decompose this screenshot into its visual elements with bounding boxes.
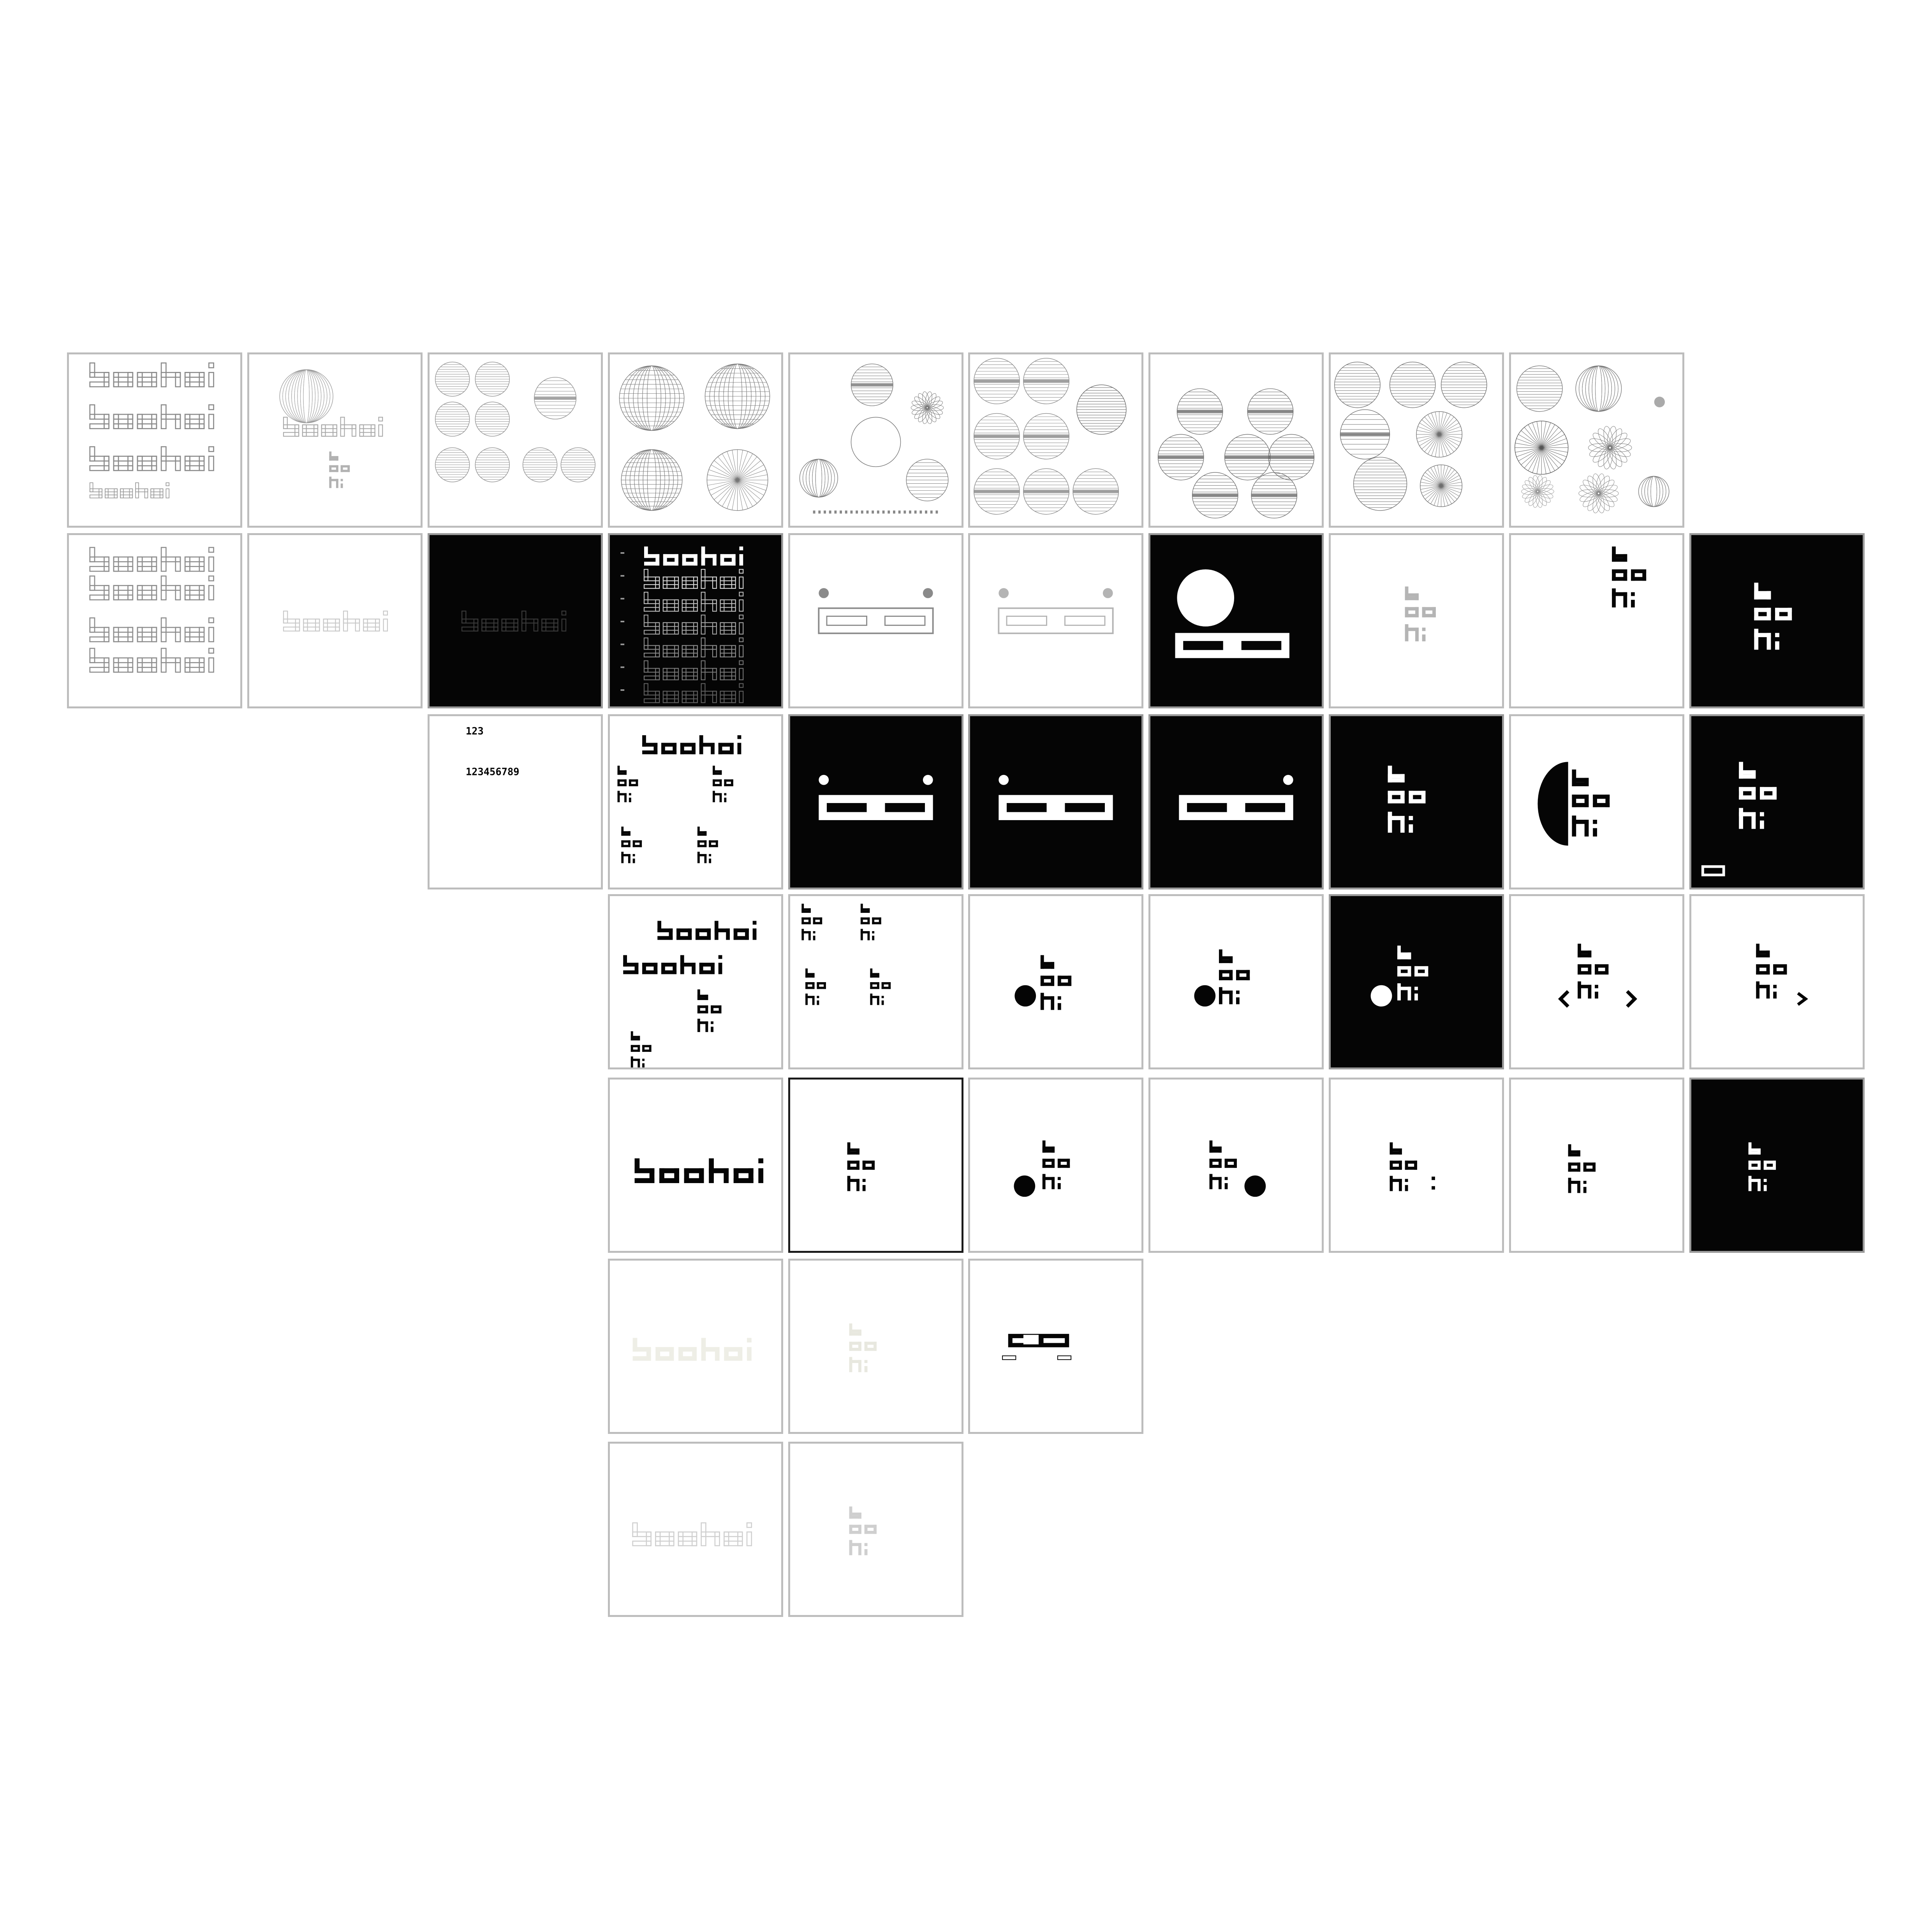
artboard-graphic [790, 535, 962, 706]
stacked-lockup [1043, 1140, 1070, 1189]
artboard-graphic [1331, 354, 1502, 526]
stacked-lockup [847, 1142, 875, 1191]
line-sphere [1420, 465, 1462, 507]
artboard-graphic [1691, 896, 1863, 1067]
line-sphere [1251, 472, 1297, 518]
stacked-lockup [1390, 1142, 1417, 1191]
artboard-r1c4[interactable] [608, 352, 783, 528]
wordmark [642, 735, 741, 754]
line-sphere [1441, 362, 1487, 408]
stacked-lockup [1756, 944, 1787, 999]
artboard-graphic [1150, 535, 1322, 706]
stacked-lockup [1041, 955, 1071, 1010]
artboard-graphic [610, 1261, 781, 1432]
line-sphere [561, 448, 595, 482]
wordmark [462, 611, 566, 631]
artboard-r4c8[interactable] [1329, 894, 1504, 1069]
artboard-r2c6[interactable] [968, 533, 1143, 708]
wordmark [90, 363, 214, 387]
artboard-r6c4[interactable] [608, 1259, 783, 1434]
artboard-r4c10[interactable] [1689, 894, 1865, 1069]
linked-rects-mark [1175, 633, 1289, 658]
stacked-lockup [801, 904, 822, 940]
artboard-graphic [1511, 716, 1682, 888]
stacked-lockup [861, 904, 881, 940]
line-sphere [1023, 414, 1069, 459]
rosette [1579, 473, 1619, 514]
wordmark [90, 447, 214, 470]
stacked-lockup [1397, 946, 1428, 1000]
artboard-graphic [430, 535, 601, 706]
line-sphere [1247, 389, 1293, 434]
artboard-r3c6[interactable] [968, 714, 1143, 889]
artboard-graphic [1511, 354, 1682, 526]
artboard-graphic [970, 1080, 1141, 1251]
line-sphere [1340, 410, 1390, 459]
stacked-lockup [1739, 762, 1777, 829]
artboard-r3c10[interactable] [1689, 714, 1865, 889]
wordmark [644, 661, 743, 680]
wordmark [657, 921, 756, 940]
artboard-r2c3[interactable] [428, 533, 603, 708]
line-sphere [619, 366, 684, 430]
stacked-lockup [1749, 1142, 1776, 1191]
artboard-graphic [430, 354, 601, 526]
line-sphere [974, 414, 1020, 459]
line-sphere [1390, 362, 1435, 408]
stacked-lockup [1388, 766, 1426, 833]
line-sphere [707, 449, 768, 510]
line-sphere [1073, 468, 1118, 514]
artboard-r6c6[interactable] [968, 1259, 1143, 1434]
artboard-graphic [610, 535, 781, 706]
line-sphere [1335, 362, 1380, 408]
artboard-r1c3[interactable] [428, 352, 603, 528]
artboard-graphic [69, 535, 240, 706]
line-sphere [1158, 434, 1204, 480]
artboard-r4c4[interactable] [608, 894, 783, 1069]
artboard-r5c6[interactable] [968, 1078, 1143, 1253]
stacked-lockup [1578, 944, 1608, 999]
line-sphere [1517, 366, 1562, 411]
artboard-r7c5[interactable] [788, 1442, 963, 1617]
numeral-line-1: 123 [465, 725, 484, 737]
wordmark [633, 1338, 752, 1361]
artboard-graphic [1331, 716, 1502, 888]
artboard-r2c8[interactable] [1329, 533, 1504, 708]
wordmark [90, 618, 214, 642]
artboard-graphic [610, 896, 781, 1067]
line-sphere [435, 402, 470, 436]
artboard-graphic [1691, 1080, 1863, 1251]
stacked-lockup [697, 990, 722, 1032]
artboard-r7c4[interactable] [608, 1442, 783, 1617]
numeral-line-2: 123456789 [465, 766, 520, 778]
artboard-graphic [249, 354, 421, 526]
artboard-graphic [790, 1444, 962, 1615]
line-sphere [906, 459, 948, 501]
artboard-r2c2[interactable] [247, 533, 423, 708]
artboard-r1c1[interactable] [67, 352, 242, 528]
line-sphere [475, 362, 509, 396]
artboard-r3c5[interactable] [788, 714, 963, 889]
stacked-lockup [849, 1506, 877, 1555]
stacked-lockup [1754, 583, 1792, 650]
stacked-lockup [870, 969, 891, 1005]
artboard-r5c8[interactable] [1329, 1078, 1504, 1253]
wordmark [635, 1158, 763, 1183]
line-sphere [1639, 476, 1669, 507]
line-sphere [1576, 366, 1621, 411]
linked-rects-mark [819, 775, 933, 820]
stacked-lockup [1568, 1144, 1596, 1193]
wordmark [644, 569, 743, 588]
artboard-r3c4[interactable] [608, 714, 783, 889]
stacked-lockup [621, 827, 642, 863]
stacked-lockup [805, 969, 826, 1005]
line-sphere [1354, 457, 1407, 511]
artboard-r5c7[interactable] [1148, 1078, 1324, 1253]
artboard-graphic [430, 716, 601, 888]
linked-rects-mark [1179, 775, 1293, 820]
artboard-graphic [790, 716, 962, 888]
wordmark [284, 611, 387, 631]
line-sphere [974, 358, 1020, 404]
line-sphere [1077, 385, 1126, 434]
wordmark [90, 405, 214, 429]
stacked-lockup [1572, 770, 1610, 837]
artboard-r1c8[interactable] [1329, 352, 1504, 528]
artboard-graphic [1511, 1080, 1682, 1251]
artboard-graphic [249, 535, 421, 706]
wordmark [644, 638, 743, 657]
artboard-graphic [790, 1261, 962, 1432]
artboard-r2c10[interactable] [1689, 533, 1865, 708]
wordmark [90, 483, 169, 498]
artboard-r3c8[interactable] [1329, 714, 1504, 889]
artboard-graphic [970, 354, 1141, 526]
artboard-r5c5[interactable] [788, 1078, 963, 1253]
artboard-r5c9[interactable] [1509, 1078, 1684, 1253]
artboard-r2c1[interactable] [67, 533, 242, 708]
artboard-graphic [1150, 716, 1322, 888]
artboard-r6c5[interactable] [788, 1259, 963, 1434]
artboard-r4c6[interactable] [968, 894, 1143, 1069]
line-sphere [1225, 434, 1270, 480]
stacked-lockup [713, 766, 733, 802]
line-sphere [800, 459, 838, 497]
stacked-lockup [618, 766, 638, 802]
artboard-graphic [1511, 896, 1682, 1067]
artboard-graphic [790, 354, 962, 526]
wordmark [633, 1523, 752, 1546]
artboard-r1c5[interactable] [788, 352, 963, 528]
artboard-r2c4[interactable] [608, 533, 783, 708]
artboard-r1c9[interactable] [1509, 352, 1684, 528]
rosette [1521, 475, 1554, 508]
line-sphere [475, 402, 509, 436]
wordmark [90, 576, 214, 600]
artboard-graphic [1691, 535, 1863, 706]
artboard-graphic [610, 716, 781, 888]
rosette [911, 391, 944, 424]
line-sphere [1023, 468, 1069, 514]
artboard-graphic [1150, 354, 1322, 526]
artboard-graphic [790, 1080, 962, 1251]
artboard-graphic [1691, 716, 1863, 888]
line-sphere [435, 448, 470, 482]
line-sphere [475, 448, 509, 482]
artboard-r3c3[interactable] [428, 714, 603, 889]
artboard-r4c5[interactable] [788, 894, 963, 1069]
artboard-graphic [970, 535, 1141, 706]
line-sphere [1416, 412, 1462, 457]
line-sphere [1268, 434, 1314, 480]
wordmark [623, 955, 722, 974]
artboard-graphic [1150, 896, 1322, 1067]
line-sphere [534, 377, 576, 419]
wordmark [90, 548, 214, 571]
line-sphere [621, 449, 682, 510]
wordmark [644, 546, 743, 565]
artboard-graphic [1331, 535, 1502, 706]
artboard-r4c7[interactable] [1148, 894, 1324, 1069]
artboard-r2c5[interactable] [788, 533, 963, 708]
artboard-r3c7[interactable] [1148, 714, 1324, 889]
wordmark [644, 592, 743, 611]
line-sphere [1515, 421, 1568, 474]
stacked-lockup [849, 1323, 877, 1372]
wordmark [644, 615, 743, 634]
line-sphere [705, 364, 770, 428]
artboard-graphic [610, 1444, 781, 1615]
artboard-r3c9[interactable] [1509, 714, 1684, 889]
rosette [1588, 426, 1632, 470]
artboard-graphic [970, 1261, 1141, 1432]
artboard-r1c7[interactable] [1148, 352, 1324, 528]
artboard-r1c6[interactable] [968, 352, 1143, 528]
stacked-lockup [329, 451, 350, 488]
artboard-graphic [970, 716, 1141, 888]
artboard-graphic [970, 896, 1141, 1067]
line-sphere [851, 364, 893, 406]
line-sphere [280, 370, 333, 423]
stacked-lockup [1405, 586, 1436, 641]
artboard-r1c2[interactable] [247, 352, 423, 528]
stacked-lockup [1612, 546, 1646, 607]
line-sphere [523, 448, 557, 482]
stacked-lockup [697, 827, 718, 863]
linked-rects-mark [999, 588, 1113, 633]
artboard-graphic [1150, 1080, 1322, 1251]
stacked-lockup [1219, 949, 1250, 1004]
stacked-lockup [1210, 1140, 1237, 1189]
line-sphere [974, 468, 1020, 514]
line-sphere [435, 362, 470, 396]
artboard-graphic [69, 354, 240, 526]
line-sphere [1192, 472, 1238, 518]
artboard-graphic [1331, 1080, 1502, 1251]
wordmark [90, 648, 214, 672]
artboard-graphic [1331, 896, 1502, 1067]
artboard-r2c7[interactable] [1148, 533, 1324, 708]
linked-rects-mark [999, 775, 1113, 820]
linked-rects-mark [819, 588, 933, 633]
line-sphere [1177, 389, 1222, 434]
artboard-r2c9[interactable] [1509, 533, 1684, 708]
wordmark [644, 683, 743, 703]
artboard-r4c9[interactable] [1509, 894, 1684, 1069]
artboard-graphic [1511, 535, 1682, 706]
artboard-r5c4[interactable] [608, 1078, 783, 1253]
stacked-lockup [631, 1031, 652, 1067]
artboard-graphic [610, 1080, 781, 1251]
artboard-graphic [610, 354, 781, 526]
artboard-r5c10[interactable] [1689, 1078, 1865, 1253]
line-sphere [1023, 358, 1069, 404]
artboard-graphic [790, 896, 962, 1067]
